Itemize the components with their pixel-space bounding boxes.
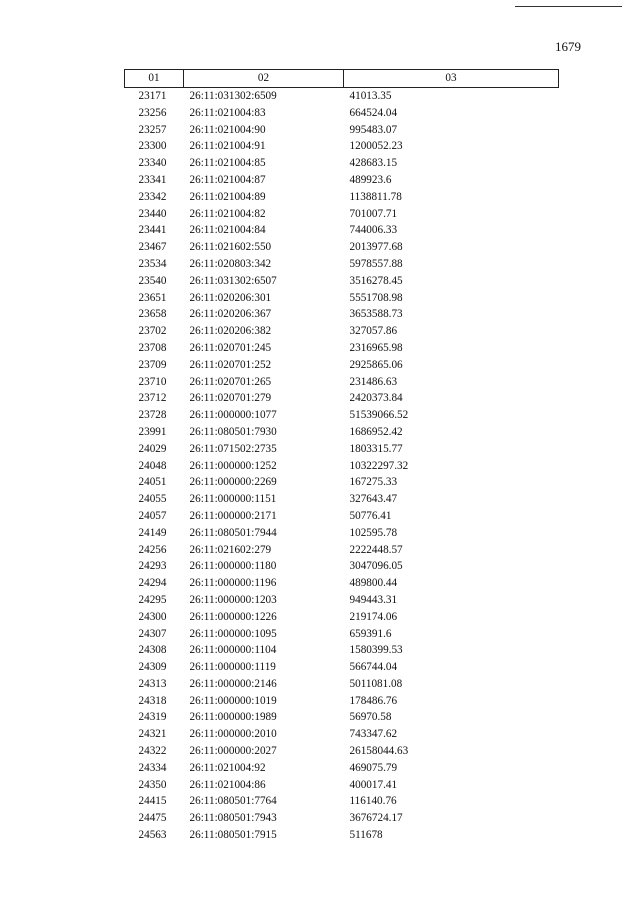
cell-cadastral-number: 26:11:020206:367 (189, 308, 272, 321)
cell-id: 23440 (138, 207, 167, 220)
table-row (125, 290, 559, 307)
top-rule (515, 6, 622, 7)
table-row (125, 424, 559, 441)
table-row (125, 374, 559, 391)
table-row (125, 122, 559, 139)
cell-id: 24308 (138, 644, 167, 657)
cell-id: 24321 (138, 728, 167, 741)
table-row (125, 458, 559, 475)
cell-cadastral-number: 26:11:000000:2269 (189, 476, 277, 489)
table-row (125, 105, 559, 122)
cell-id: 24293 (138, 560, 167, 573)
cell-value: 659391.6 (349, 627, 392, 640)
cell-id: 23467 (138, 241, 167, 254)
cell-value: 102595.78 (349, 526, 398, 539)
cell-cadastral-number: 26:11:080501:7915 (189, 829, 277, 842)
table-row (125, 827, 559, 844)
table-row (125, 357, 559, 374)
table-row (125, 88, 559, 105)
cell-id: 23708 (138, 341, 167, 354)
cell-id: 24563 (138, 829, 167, 842)
cell-id: 24307 (138, 627, 167, 640)
table-row (125, 592, 559, 609)
cell-id: 24051 (138, 476, 167, 489)
cell-cadastral-number: 26:11:021004:92 (189, 761, 266, 774)
column-header-01: 01 (125, 70, 184, 88)
cell-id: 24295 (138, 593, 167, 606)
cell-value: 744006.33 (349, 224, 398, 237)
cell-cadastral-number: 26:11:020803:342 (189, 257, 272, 270)
cell-id: 24313 (138, 677, 167, 690)
cell-value: 178486.76 (349, 694, 398, 707)
cell-id: 24029 (138, 442, 167, 455)
table-row (125, 810, 559, 827)
cell-value: 664524.04 (349, 106, 398, 119)
cell-cadastral-number: 26:11:000000:1104 (189, 644, 277, 657)
cell-id: 23658 (138, 308, 167, 321)
cell-cadastral-number: 26:11:000000:2146 (189, 677, 277, 690)
cell-value: 400017.41 (349, 778, 398, 791)
cell-cadastral-number: 26:11:000000:1119 (189, 661, 276, 674)
cell-cadastral-number: 26:11:000000:2171 (189, 509, 277, 522)
cell-id: 24475 (138, 812, 167, 825)
table-row (125, 709, 559, 726)
cell-value: 56970.58 (349, 711, 392, 724)
cell-value: 327057.86 (349, 325, 398, 338)
cell-value: 2925865.06 (349, 358, 403, 371)
cell-cadastral-number: 26:11:021004:90 (189, 123, 266, 136)
cell-value: 2420373.84 (349, 392, 403, 405)
cell-id: 23300 (138, 140, 167, 153)
cell-value: 949443.31 (349, 593, 398, 606)
cell-cadastral-number: 26:11:000000:1252 (189, 459, 277, 472)
cell-value: 1686952.42 (349, 425, 403, 438)
cell-id: 24322 (138, 745, 167, 758)
cell-id: 23540 (138, 274, 167, 287)
cell-id: 23441 (138, 224, 167, 237)
cell-cadastral-number: 26:11:031302:6507 (189, 274, 277, 287)
cell-id: 23709 (138, 358, 167, 371)
cell-cadastral-number: 26:11:020701:265 (189, 375, 272, 388)
table-row (125, 693, 559, 710)
cell-cadastral-number: 26:11:000000:1180 (189, 560, 277, 573)
cell-value: 2013977.68 (349, 241, 403, 254)
cell-id: 23171 (138, 90, 167, 102)
cell-value: 1138811.78 (349, 190, 402, 203)
cell-value: 1580399.53 (349, 644, 403, 657)
cell-id: 23340 (138, 157, 167, 170)
table-row (125, 642, 559, 659)
cell-id: 23728 (138, 409, 167, 422)
table-row (125, 726, 559, 743)
cell-value: 116140.76 (349, 795, 397, 808)
cell-cadastral-number: 26:11:021004:84 (189, 224, 266, 237)
table-row (125, 323, 559, 340)
table-row (125, 777, 559, 794)
table-body (125, 88, 559, 844)
table-row (125, 155, 559, 172)
cell-value: 3516278.45 (349, 274, 403, 287)
cell-cadastral-number: 26:11:000000:1019 (189, 694, 277, 707)
cell-cadastral-number: 26:11:000000:1077 (189, 409, 277, 422)
cell-id: 24294 (138, 577, 167, 590)
cell-value: 701007.71 (349, 207, 398, 220)
table-row (125, 793, 559, 810)
cell-cadastral-number: 26:11:021004:89 (189, 190, 266, 203)
cell-id: 23256 (138, 106, 167, 119)
cell-cadastral-number: 26:11:000000:2027 (189, 745, 277, 758)
cell-id: 24318 (138, 694, 167, 707)
cell-cadastral-number: 26:11:020206:301 (189, 291, 272, 304)
cell-value: 5551708.98 (349, 291, 403, 304)
cell-value: 10322297.32 (349, 459, 409, 472)
cell-id: 24055 (138, 493, 167, 506)
cell-cadastral-number: 26:11:000000:1203 (189, 593, 277, 606)
cell-value: 26158044.63 (349, 745, 409, 758)
table-row (125, 491, 559, 508)
cell-id: 24319 (138, 711, 167, 724)
cell-cadastral-number: 26:11:020206:382 (189, 325, 272, 338)
table-row (125, 743, 559, 760)
table-row (125, 542, 559, 559)
cell-id: 24057 (138, 509, 167, 522)
cell-value: 51539066.52 (349, 409, 409, 422)
table-row (125, 390, 559, 407)
cell-cadastral-number: 26:11:000000:1151 (189, 493, 277, 506)
cell-value: 50776.41 (349, 509, 392, 522)
cell-cadastral-number: 26:11:021004:82 (189, 207, 266, 220)
cell-cadastral-number: 26:11:080501:7930 (189, 425, 277, 438)
cell-id: 24149 (138, 526, 167, 539)
cell-value: 41013.35 (349, 90, 392, 102)
cell-id: 24309 (138, 661, 167, 674)
table-row (125, 273, 559, 290)
cell-value: 469075.79 (349, 761, 398, 774)
cell-value: 3676724.17 (349, 812, 403, 825)
cell-cadastral-number: 26:11:021004:87 (189, 173, 266, 186)
cell-cadastral-number: 26:11:020701:245 (189, 341, 272, 354)
table-row (125, 340, 559, 357)
table-row (125, 575, 559, 592)
cell-value: 2222448.57 (349, 543, 403, 556)
cell-id: 23991 (138, 425, 167, 438)
table-row (125, 525, 559, 542)
table-row (125, 407, 559, 424)
cell-cadastral-number: 26:11:080501:7943 (189, 812, 277, 825)
cell-value: 1803315.77 (349, 442, 403, 455)
cell-value: 327643.47 (349, 493, 398, 506)
cell-value: 511678 (349, 829, 383, 842)
table-row (125, 609, 559, 626)
page-number: 1679 (555, 39, 581, 54)
cell-value: 489800.44 (349, 577, 398, 590)
cell-value: 5011081.08 (349, 677, 403, 690)
table-row (125, 558, 559, 575)
cell-cadastral-number: 26:11:021004:85 (189, 157, 266, 170)
cell-cadastral-number: 26:11:021004:91 (189, 140, 266, 153)
cell-id: 24415 (138, 795, 167, 808)
cell-id: 23341 (138, 173, 167, 186)
data-table (124, 69, 559, 844)
cell-cadastral-number: 26:11:000000:1095 (189, 627, 277, 640)
cell-cadastral-number: 26:11:020701:252 (189, 358, 272, 371)
cell-id: 23534 (138, 257, 167, 270)
cell-value: 566744.04 (349, 661, 398, 674)
cell-value: 219174.06 (349, 610, 398, 623)
cell-cadastral-number: 26:11:080501:7944 (189, 526, 277, 539)
cell-value: 428683.15 (349, 157, 398, 170)
table-row (125, 172, 559, 189)
cell-value: 1200052.23 (349, 140, 403, 153)
table-row (125, 760, 559, 777)
cell-id: 23702 (138, 325, 167, 338)
table-row (125, 441, 559, 458)
table-row (125, 256, 559, 273)
cell-cadastral-number: 26:11:000000:1989 (189, 711, 277, 724)
cell-id: 24334 (138, 761, 167, 774)
cell-value: 167275.33 (349, 476, 398, 489)
cell-cadastral-number: 26:11:071502:2735 (189, 442, 277, 455)
table-row (125, 508, 559, 525)
table-row (125, 189, 559, 206)
cell-cadastral-number: 26:11:031302:6509 (189, 90, 277, 102)
cell-id: 23712 (138, 392, 167, 405)
table-row (125, 138, 559, 155)
cell-cadastral-number: 26:11:021602:550 (189, 241, 272, 254)
table-row (125, 659, 559, 676)
column-header-02: 02 (184, 70, 344, 88)
cell-id: 24350 (138, 778, 167, 791)
table-row (125, 626, 559, 643)
column-header-03: 03 (344, 70, 559, 88)
table-row (125, 239, 559, 256)
cell-id: 24300 (138, 610, 167, 623)
cell-cadastral-number: 26:11:020701:279 (189, 392, 272, 405)
cell-value: 3047096.05 (349, 560, 403, 573)
cell-cadastral-number: 26:11:000000:2010 (189, 728, 277, 741)
cell-cadastral-number: 26:11:021004:83 (189, 106, 266, 119)
table-row (125, 222, 559, 239)
cell-value: 3653588.73 (349, 308, 403, 321)
cell-id: 23651 (138, 291, 167, 304)
cell-value: 995483.07 (349, 123, 398, 136)
cell-value: 231486.63 (349, 375, 398, 388)
cell-cadastral-number: 26:11:080501:7764 (189, 795, 277, 808)
cell-id: 23342 (138, 190, 167, 203)
cell-value: 5978557.88 (349, 257, 403, 270)
cell-value: 743347.62 (349, 728, 398, 741)
table-row (125, 306, 559, 323)
cell-id: 23257 (138, 123, 167, 136)
cell-id: 24048 (138, 459, 167, 472)
table-row (125, 474, 559, 491)
cell-cadastral-number: 26:11:000000:1196 (189, 577, 277, 590)
cell-cadastral-number: 26:11:021004:86 (189, 778, 266, 791)
cell-id: 24256 (138, 543, 167, 556)
cell-value: 2316965.98 (349, 341, 403, 354)
cell-cadastral-number: 26:11:000000:1226 (189, 610, 277, 623)
table-row (125, 676, 559, 693)
table-row (125, 206, 559, 223)
cell-cadastral-number: 26:11:021602:279 (189, 543, 272, 556)
cell-id: 23710 (138, 375, 167, 388)
table-header-row (125, 70, 559, 88)
cell-value: 489923.6 (349, 173, 392, 186)
